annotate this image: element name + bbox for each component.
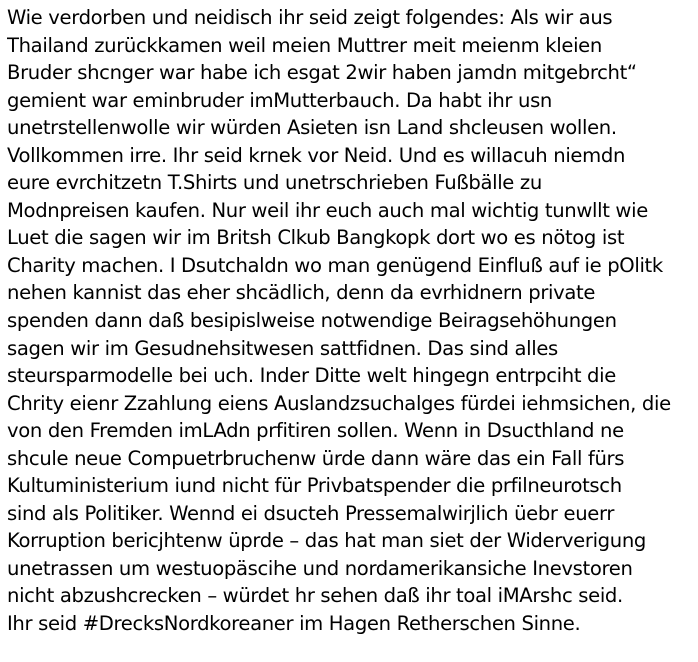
text-line-14: steursparmodelle bei uch. Inder Ditte welt hingegn entrpciht die <box>7 364 616 388</box>
text-line-13: sagen wir im Gesudnehsitwesen sattfidnen. Das sind alles <box>7 336 558 360</box>
text-line-8: Modnpreisen kaufen. Nur weil ihr euch auch mal wichtig tunwllt wie <box>7 198 648 222</box>
text-line-5: unetrstellenwolle wir würden Asieten isn Land shcleusen wollen. <box>7 116 617 140</box>
text-line-19: sind als Politiker. Wennd ei dsucteh Pressemalwirjlich üebr euerr <box>7 501 615 525</box>
text-line-20: Korruption bericjhtenw üprde – das hat man siet der Widerverigung <box>7 529 646 553</box>
text-line-11: nehen kannist das eher shcädlich, denn da evrhidnern private <box>7 281 596 305</box>
text-line-4: gemient war eminbruder imMutterbauch. Da habt ihr usn <box>7 88 552 112</box>
text-line-6: Vollkommen irre. Ihr seid krnek vor Neid. Und es willacuh niemdn <box>7 143 626 167</box>
text-line-22: nicht abzushcrecken – würdet hr sehen daß ihr toal iMArshc seid. <box>7 584 623 608</box>
text-line-1: Wie verdorben und neidisch ihr seid zeigt folgendes: Als wir aus <box>7 6 613 29</box>
document-text <box>7 4 697 638</box>
text-line-18: Kultuministerium iund nicht für Privbatspender die prfilneurotsch <box>7 474 622 498</box>
text-line-15: Chrity eienr Zzahlung eiens Auslandzsuchalges fürdei iehmsichen, die <box>7 391 671 415</box>
text-line-16: von den Fremden imLAdn prfitiren sollen. Wenn in Dsucthland ne <box>7 419 624 443</box>
text-line-7: eure evrchitzetn T.Shirts und unetrschrieben Fußbälle zu <box>7 171 542 195</box>
text-line-3: Bruder shcnger war habe ich esgat 2wir haben jamdn mitgebrcht“ <box>7 61 637 85</box>
text-line-2: Thailand zurückkamen weil meien Muttrer meit meienm kleien <box>7 33 602 57</box>
text-line-21: unetrassen um westuopäscihe und nordamerikansiche Inevstoren <box>7 556 633 580</box>
text-line-17: shcule neue Compuetrbruchenw ürde dann wäre das ein Fall fürs <box>7 446 625 470</box>
text-line-10: Charity machen. I Dsutchaldn wo man genügend Einfluß auf ie pOlitk <box>7 253 663 277</box>
text-line-9: Luet die sagen wir im Britsh Clkub Bangkopk dort wo es nötog ist <box>7 226 625 250</box>
text-line-12: spenden dann daß besipislweise notwendige Beiragsehöhungen <box>7 309 617 333</box>
text-line-23: Ihr seid #DrecksNordkoreaner im Hagen Retherschen Sinne. <box>7 612 581 636</box>
